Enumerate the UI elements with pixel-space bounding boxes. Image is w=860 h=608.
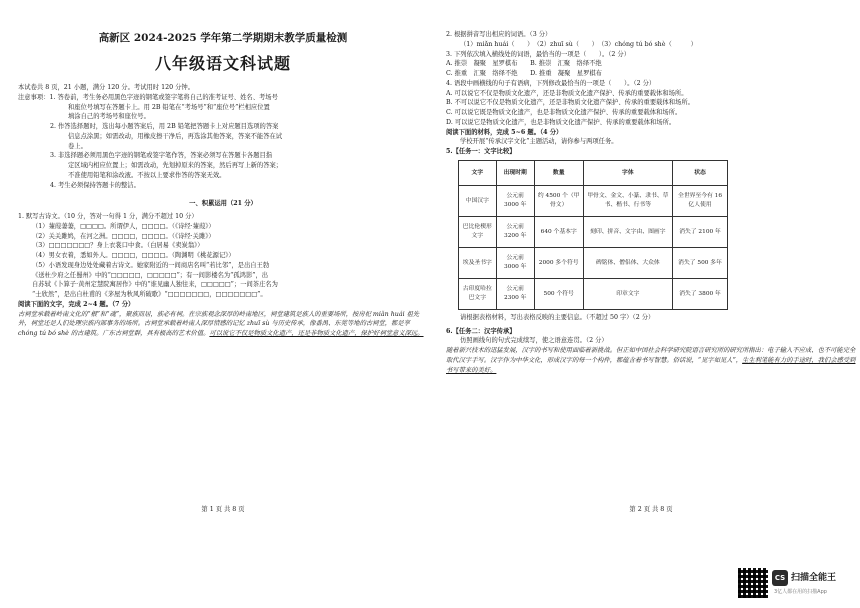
exam-page-1 xyxy=(18,30,428,515)
text-line: 4. 语段中画横线的句子有语病，下列修改最恰当的一项是（ ）。（2 分） xyxy=(446,79,656,87)
text-line: 学校开展“传承汉字文化”主题活动，请你参与两项任务。 xyxy=(460,138,618,146)
table-cell: 公元前 3000 年 xyxy=(496,247,534,278)
page-2-text xyxy=(446,30,856,157)
text-line: 定区域内相应位置上；如需改动，先划掉原来的答案，然后再写上新的答案； xyxy=(68,162,283,170)
table-cell: 巴比伦楔形文字 xyxy=(459,216,497,247)
page-footer: 第 2 页 共 8 页 xyxy=(629,506,673,514)
text-line: C. 推重 汇聚 络绎不绝 D. 推重 凝聚 星罗棋布 xyxy=(446,70,602,77)
task-two-question: 仿照画线句的句式完成续写，使之语意连贯。（2 分） xyxy=(460,337,608,345)
text-line: （1）miǎn huái（ ） （2）zhuī sù（ ） （3）chóng tú bó shè（ ） xyxy=(460,40,697,48)
exam-title: 高新区 2024-2025 学年第二学期期末教学质量检测 xyxy=(98,32,348,44)
table-cell: 2000 多个符号 xyxy=(534,247,583,278)
table-header-cell: 字体 xyxy=(583,160,672,185)
table-cell: 中国汉字 xyxy=(459,185,497,216)
exam-subtitle: 八年级语文科试题 xyxy=(154,54,291,74)
text-line: （3）□□□□□□□？身上衣裳口中食。（白居易《卖炭翁》） xyxy=(32,242,204,250)
text-line: A. 推崇 凝聚 星罗棋布 B. 推崇 汇聚 络绎不绝 xyxy=(446,60,602,68)
table-question: 请根据表格材料，写出表格反映的主要信息。（不超过 50 字）（2 分） xyxy=(460,313,655,321)
table-row xyxy=(459,216,728,247)
text-line: 填涂自己的考场号和座位号。 xyxy=(68,113,150,121)
text-line: 注意事项：1. 答卷前，考生务必用黑色字迹的钢笔或签字笔将自己的准考证号、姓名、考场号 xyxy=(18,93,278,101)
table-cell: 公元前 3200 年 xyxy=(496,216,534,247)
task-two-passage xyxy=(446,346,856,375)
passage-text: 古祠堂承载着岭南文化的“根”和“魂”，聚族而居，族必有祠。在宗族观念深厚的岭南地区，祠堂建筑是族人的重要场所，按房祀 miǎn huái 祖先外，祠堂还是人们处理宗族内部事务的场所。古祠堂承载着岭南人深厚情感的记忆 zhuī sù 与历史传承，像番禺、东莞等地的古祠堂，都是享 chóng tú bó shè 的古建筑。广东古祠堂群，具有极高的艺术价值。 xyxy=(18,310,420,338)
exam-page-2 xyxy=(446,30,856,515)
text-line: （4）男女衣着，悉如外人。□□□□，□□□□。（陶渊明《桃花源记》） xyxy=(32,252,235,260)
text-line: 5.【任务一：文字比较】 xyxy=(446,148,516,155)
text-line: （5）小语发现身边处处藏着古诗文。她家附近的一间商店名叫“若比邻”，是出自王勃 xyxy=(32,261,270,269)
text-line: 和座位号填写在答题卡上。用 2B 铅笔在“考场号”和“座位号”栏相应位置 xyxy=(68,103,270,111)
text-line: 信息点涂黑；如需改动，用橡皮擦干净后，再选涂其他答案，答案不能答在试 xyxy=(68,132,283,140)
text-line: 阅读下面的材料，完成 5~6 题。（4 分） xyxy=(446,128,563,136)
table-cell: 公元前 2300 年 xyxy=(496,278,534,309)
text-line: 1. 默写古诗文。（10 分，答对一句得 1 分，满分不超过 10 分） xyxy=(18,213,198,221)
table-cell: 古印度哈拉巴文字 xyxy=(459,278,497,309)
page-1-text xyxy=(18,83,428,310)
task-two-underlined: 生生利笔能有力的手途时，我们会感受到书写带来的美好。 xyxy=(446,356,856,374)
table-cell: 埃及圣书字 xyxy=(459,247,497,278)
table-cell: 约 4500 个（甲骨文） xyxy=(534,185,583,216)
table-header-cell: 出现时期 xyxy=(496,160,534,185)
table-cell: 全世界至今有 16 亿人使用 xyxy=(673,185,728,216)
text-line: 《送杜少府之任蜀州》中的“□□□□□，□□□□□”；有一间影楼名为“孤鸿影”，出 xyxy=(32,271,269,279)
table-body xyxy=(459,185,728,309)
text-line: （1）蒹葭萋萋，□□□□。所谓伊人，□□□□。（《诗经·蒹葭》） xyxy=(32,222,215,230)
table-cell: 640 个基本字 xyxy=(534,216,583,247)
writing-systems-table xyxy=(458,160,728,310)
text-line: 一、积累运用（21 分） xyxy=(189,200,257,208)
text-line xyxy=(18,190,428,194)
text-line: 本试卷共 8 页，21 小题，满分 120 分。考试用时 120 分钟。 xyxy=(18,84,195,92)
text-line: 不准使用铅笔和涂改液。不按以上要求作答的答案无效。 xyxy=(68,171,226,179)
text-line: 4. 考生必须保持答题卡的整洁。 xyxy=(50,181,140,189)
task-two-passage-text: 随着新兴技术的迅猛发展，汉字的书写和使用面临着新挑战。但正如中国社会科学研究院语言研究所的研究所指出：电子输入不应成、也不可能完全取代汉字手写。汉字作为中华文化，形成汉字的每一个构件，都蕴含着书写智慧。俗话说，“见字如见人”， xyxy=(446,347,856,364)
text-line: 2. 根据拼音写出相应的词语。（3 分） xyxy=(446,31,552,38)
table-cell: 500 个符号 xyxy=(534,278,583,309)
brand-tagline: 3亿人都在用的扫描App xyxy=(774,589,827,595)
table-cell: 公元前 3000 年 xyxy=(496,185,534,216)
reading-passage xyxy=(18,310,428,339)
cs-logo: CS xyxy=(772,570,788,586)
table-header-row xyxy=(459,160,728,185)
table-header-cell: 数量 xyxy=(534,160,583,185)
table-cell: 甲骨文、金文、小篆、隶书、草书、楷书、行书等 xyxy=(583,185,672,216)
table-row xyxy=(459,247,728,278)
brand-name: 扫描全能王 xyxy=(791,573,837,583)
table-header-cell: 状态 xyxy=(673,160,728,185)
qr-code-icon xyxy=(738,568,768,598)
table-row xyxy=(459,185,728,216)
text-line: D. 可以说它是物质文化遗产，也是非物质文化遗产保护、传承的重要载体和场所。 xyxy=(446,118,676,126)
text-line: （2）关关雎鸠，在河之洲。□□□□，□□□□。（《诗经·关雎》） xyxy=(32,232,215,240)
passage-underlined-sentence: 可以说它不仅是物质文化遗产，还是非物质文化遗产，保护好祠堂意义深远。 xyxy=(209,330,424,338)
text-line: 阅读下面的文字，完成 2~4 题。（7 分） xyxy=(18,300,135,308)
text-line: 自苏轼《卜算子·黄州定慧院寓居作》中的“谁见幽人独往来，□□□□□”；一间茶庄名为 xyxy=(32,281,278,289)
text-line: A. 可以说它不仅是物质文化遗产，还是非物质文化遗产保护、传承的重要载体和场所。 xyxy=(446,89,688,97)
table-cell: 碑铭体、僧侣体、大众体 xyxy=(583,247,672,278)
table-cell: 消失了 500 多年 xyxy=(673,247,728,278)
text-line: 3. 下列依次填入横线处的词语，最恰当的一项是（ ）。（2 分） xyxy=(446,50,631,58)
text-line: “士欣然”，是出自杜甫的《茅屋为秋风所破歌》“□□□□□□□，□□□□□□□”。 xyxy=(32,291,267,299)
text-line: 3. 非选择题必须用黑色字迹的钢笔或签字笔作答，答案必须写在答题卡各题目指 xyxy=(50,152,273,160)
text-line: 2. 作答选择题时，选出每小题答案后，用 2B 铅笔把答题卡上对应题目选项的答案 xyxy=(50,123,279,131)
page-footer: 第 1 页 共 8 页 xyxy=(201,506,245,514)
table-row xyxy=(459,278,728,309)
text-line: C. 可以说它既是物质文化遗产，也是非物质文化遗产保护、传承的重要载体和场所。 xyxy=(446,109,682,116)
table-cell: 刻印、拼音、文字由、图画字 xyxy=(583,216,672,247)
table-cell: 印章文字 xyxy=(583,278,672,309)
text-line: B. 不可以说它不仅是物质文化遗产，还是非物质文化遗产保护、传承的重要载体和场所。 xyxy=(446,99,694,107)
table-header-cell: 文字 xyxy=(459,160,497,185)
text-line: 卷上。 xyxy=(68,142,87,150)
table-cell: 消失了 3800 年 xyxy=(673,278,728,309)
task-two-heading: 6.【任务二：汉字传承】 xyxy=(446,327,516,335)
table-cell: 消失了 2100 年 xyxy=(673,216,728,247)
